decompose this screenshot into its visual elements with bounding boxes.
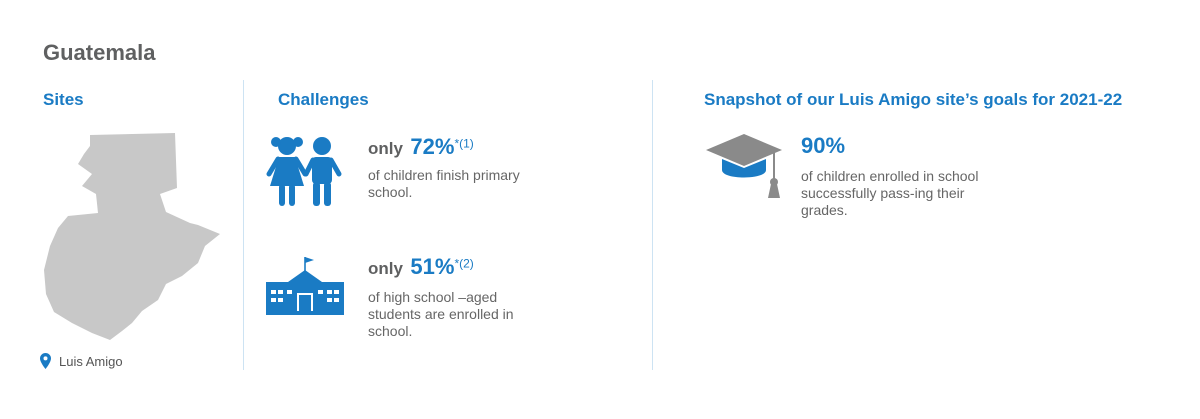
graduation-cap-icon [704, 132, 784, 200]
site-location-label: Luis Amigo [59, 353, 123, 369]
challenge-1-footnote: *(1) [454, 136, 474, 151]
guatemala-map-icon [40, 128, 225, 343]
challenges-heading: Challenges [278, 90, 369, 109]
goal-1-value: 90% [801, 133, 846, 158]
children-icon [266, 134, 344, 208]
challenge-2-value: 51% [410, 254, 455, 279]
goal-1-text: of children enrolled in school successfully pass-ing their grades. [801, 168, 979, 218]
site-location [40, 353, 123, 369]
goals-heading: Snapshot of our Luis Amigo site’s goals for 2021-22 [704, 90, 1123, 109]
school-building-icon [266, 255, 344, 315]
challenge-stat-2 [368, 254, 474, 280]
challenge-2-text: of high school –aged students are enrolled in school. [368, 289, 514, 339]
sites-heading: Sites [43, 90, 84, 109]
challenge-2-footnote: *(2) [454, 256, 474, 271]
column-divider [652, 80, 653, 370]
challenge-2-prefix: only [368, 259, 403, 278]
challenge-stat-1 [368, 134, 474, 160]
challenge-1-text: of children finish primary school. [368, 167, 520, 200]
challenge-1-prefix: only [368, 139, 403, 158]
column-divider [243, 80, 244, 370]
page-title: Guatemala [43, 40, 156, 65]
location-pin-icon [40, 353, 51, 369]
challenge-1-value: 72% [410, 134, 455, 159]
